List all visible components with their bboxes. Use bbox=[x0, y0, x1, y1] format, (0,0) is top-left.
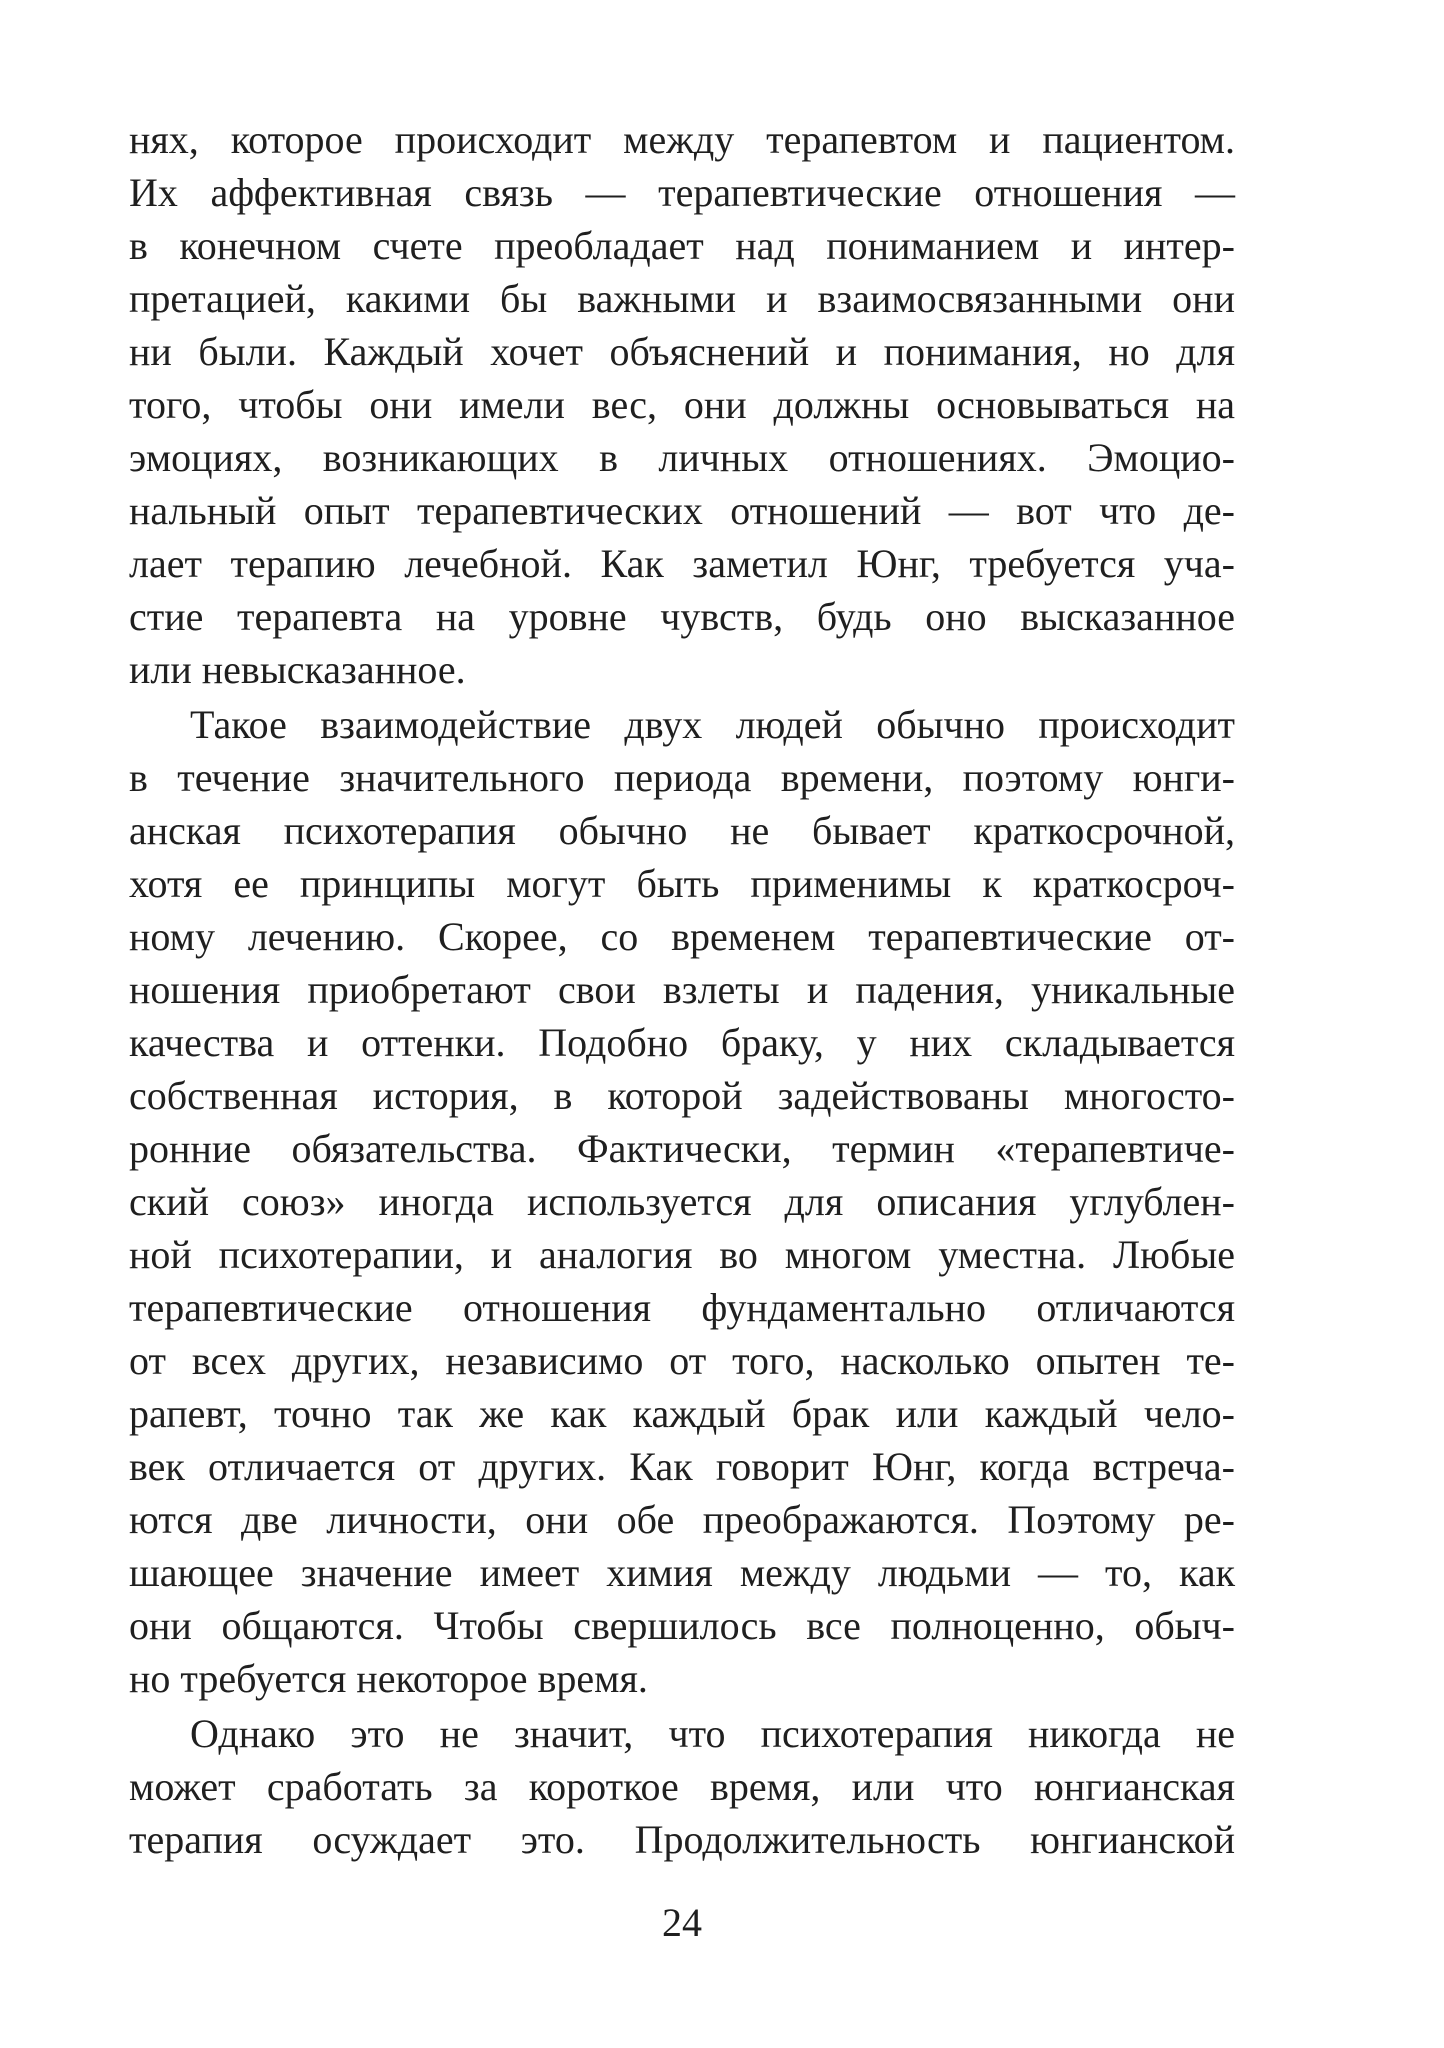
text-line: Такое взаимодействие двух людей обычно происходит bbox=[190, 702, 1235, 747]
text-line: ни были. Каждый хочет объяснений и понимания, но для bbox=[129, 329, 1235, 374]
text-line: в конечном счете преобладает над пониманием и интер- bbox=[129, 223, 1235, 268]
text-line: ронние обязательства. Фактически, термин «терапевтиче- bbox=[129, 1126, 1235, 1171]
text-line: нальный опыт терапевтических отношений — вот что де- bbox=[129, 488, 1235, 533]
text-line: терапия осуждает это. Продолжительность юнгианской bbox=[129, 1817, 1235, 1862]
text-line: хотя ее принципы могут быть применимы к краткосроч- bbox=[129, 861, 1235, 906]
text-line: век отличается от других. Как говорит Юнг, когда встреча- bbox=[129, 1444, 1235, 1489]
text-line: от всех других, независимо от того, насколько опытен те- bbox=[129, 1338, 1235, 1383]
text-line: ский союз» иногда используется для описания углублен- bbox=[129, 1179, 1235, 1224]
text-line: Их аффективная связь — терапевтические отношения — bbox=[129, 170, 1235, 215]
text-line: собственная история, в которой задействованы многосто- bbox=[129, 1073, 1235, 1118]
text-line: ются две личности, они обе преображаются. Поэтому ре- bbox=[129, 1497, 1235, 1542]
text-line: ной психотерапии, и аналогия во многом уместна. Любые bbox=[129, 1232, 1235, 1277]
text-line: в течение значительного периода времени, поэтому юнги- bbox=[129, 755, 1235, 800]
text-line: претацией, какими бы важными и взаимосвязанными они bbox=[129, 276, 1235, 321]
text-line: может сработать за короткое время, или что юнгианская bbox=[129, 1764, 1235, 1809]
text-line: но требуется некоторое время. bbox=[129, 1656, 648, 1701]
text-line: того, чтобы они имели вес, они должны основываться на bbox=[129, 382, 1235, 427]
text-line: качества и оттенки. Подобно браку, у них складывается bbox=[129, 1020, 1235, 1065]
text-line: терапевтические отношения фундаментально отличаются bbox=[129, 1285, 1235, 1330]
text-line: шающее значение имеет химия между людьми — то, как bbox=[129, 1550, 1235, 1595]
text-line: ному лечению. Скорее, со временем терапевтические от- bbox=[129, 914, 1235, 959]
text-line: рапевт, точно так же как каждый брак или каждый чело- bbox=[129, 1391, 1235, 1436]
text-line: или невысказанное. bbox=[129, 647, 466, 692]
page-number: 24 bbox=[662, 1900, 702, 1945]
text-line: Однако это не значит, что психотерапия никогда не bbox=[190, 1711, 1235, 1756]
text-line: они общаются. Чтобы свершилось все полноценно, обыч- bbox=[129, 1603, 1235, 1648]
text-line: стие терапевта на уровне чувств, будь оно высказанное bbox=[129, 594, 1235, 639]
text-line: ношения приобретают свои взлеты и падения, уникальные bbox=[129, 967, 1235, 1012]
text-line: анская психотерапия обычно не бывает краткосрочной, bbox=[129, 808, 1235, 853]
text-line: эмоциях, возникающих в личных отношениях. Эмоцио- bbox=[129, 435, 1235, 480]
text-line: нях, которое происходит между терапевтом и пациентом. bbox=[129, 117, 1235, 162]
text-line: лает терапию лечебной. Как заметил Юнг, требуется уча- bbox=[129, 541, 1235, 586]
